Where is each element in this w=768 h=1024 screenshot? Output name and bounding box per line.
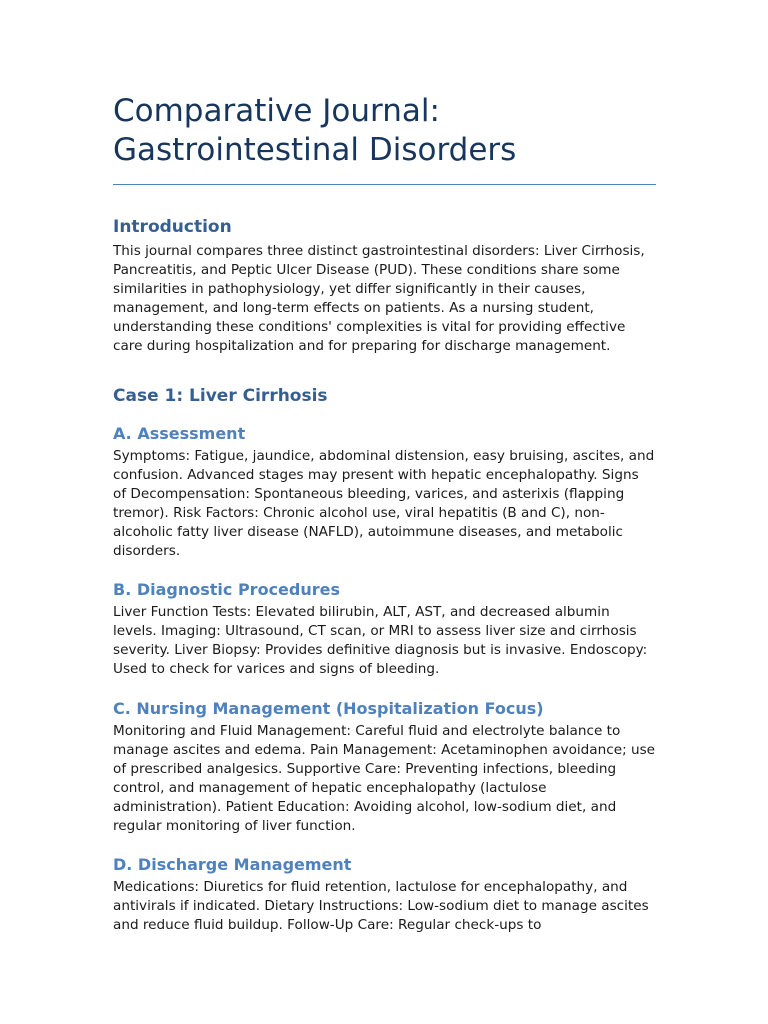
nursing-management-paragraph: Monitoring and Fluid Management: Careful fluid and electrolyte balance to manage ascites and edema. Pain Management: Acetaminophen avoidance; use of prescribed analgesics. Supportive Care: Preventing infections, bleeding control, and management of hepatic encephalopathy (lactulose administration). Patient Education: Avoiding alcohol, low-sodium diet, and regular monitoring of liver function. [113,722,656,834]
document-page [113,92,656,935]
title-divider [113,184,656,185]
diagnostic-procedures-heading: B. Diagnostic Procedures [113,580,341,600]
discharge-management-heading: D. Discharge Management [113,855,352,875]
assessment-paragraph: Symptoms: Fatigue, jaundice, abdominal distension, easy bruising, ascites, and confusion. Advanced stages may present with hepatic encephalopathy. Signs of Decompensation: Spontaneous bleeding, varices, and asterixis (flapping tremor). Risk Factors: Chronic alcohol use, viral hepatitis (B and C), non-alcoholic fatty liver disease (NAFLD), autoimmune diseases, and metabolic disorders. [113,447,655,560]
introduction-heading: Introduction [113,217,232,237]
discharge-management-paragraph: Medications: Diuretics for fluid retention, lactulose for encephalopathy, and antivirals if indicated. Dietary Instructions: Low-sodium diet to manage ascites and reduce fluid buildup. Follow-Up Care: Regular check-ups to [113,879,649,934]
assessment-heading: A. Assessment [113,423,246,443]
introduction-paragraph: This journal compares three distinct gastrointestinal disorders: Liver Cirrhosis, Pancreatitis, and Peptic Ulcer Disease (PUD). These conditions share some similarities in pathophysiology, yet differ significantly in their causes, management, and long-term effects on patients. As a nursing student, understanding these conditions' complexities is vital for providing effective care during hospitalization and for preparing for discharge management. [113,243,645,355]
diagnostic-procedures-paragraph: Liver Function Tests: Elevated bilirubin, ALT, AST, and decreased albumin levels. Imaging: Ultrasound, CT scan, or MRI to assess liver size and cirrhosis severity. Liver Biopsy: Provides definitive diagnosis but is invasive. Endoscopy: Used to check for varices and signs of bleeding. [113,604,648,678]
case-1-heading: Case 1: Liver Cirrhosis [113,385,328,406]
title-line-1: Comparative Journal: [113,93,440,129]
document-title [113,92,656,184]
nursing-management-heading: C. Nursing Management (Hospitalization Focus) [113,698,544,718]
title-line-2: Gastrointestinal Disorders [113,132,517,168]
